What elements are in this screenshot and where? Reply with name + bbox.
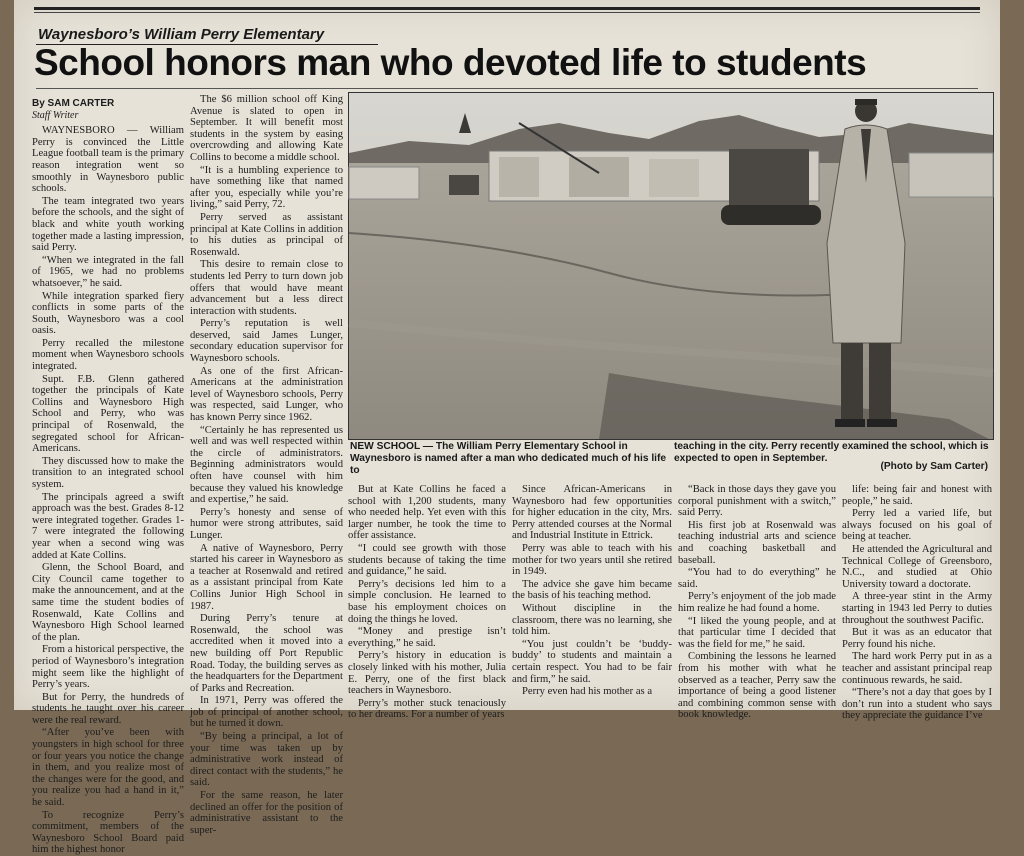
article-paragraph: Perry’s decisions led him to a simple conclusion. He learned to base his employment choices on doing the things he loved. <box>348 578 506 625</box>
newspaper-page <box>14 0 1000 856</box>
column-4 <box>512 484 672 710</box>
article-paragraph: Since African-Americans in Waynesboro had few opportunities for higher education in the city, Mrs. Perry attended courses at the Normal and Industrial Institute in Ettrick. <box>512 484 672 542</box>
article-paragraph: “You had to do everything” he said. <box>678 567 836 590</box>
photo-construction-site <box>348 92 994 440</box>
article-paragraph: His first job at Rosenwald was teaching industrial arts and science and coaching basketball and baseball. <box>678 519 836 566</box>
column-1 <box>32 94 184 856</box>
article-paragraph: Without discipline in the classroom, there was no learning, she told him. <box>512 602 672 638</box>
article-paragraph: Perry’s mother stuck tenaciously to her dreams. For a number of years <box>348 697 506 721</box>
article-paragraph: Combining the lessons he learned from his mother with what he observed as a teacher, Perry saw the importance of being a good listener and combining common sense with book knowledge. <box>678 651 836 721</box>
article-paragraph: For the same reason, he later declined an offer for the position of administrative assistant to the super- <box>190 790 343 836</box>
article-paragraph: While integration sparked fiery conflicts in some parts of the South, Waynesboro was a cool oasis. <box>32 290 184 337</box>
article-paragraph: But at Kate Collins he faced a school with 1,200 students, many who needed help. Yet even with this larger number, he took the time to offer assistance. <box>348 484 506 542</box>
photo-credit: (Photo by Sam Carter) <box>880 461 988 472</box>
article-paragraph: Perry’s history in education is closely linked with his mother, Julia E. Perry, one of the first black teachers in Waynesboro. <box>348 650 506 697</box>
article-paragraph: A native of Waynesboro, Perry started his career in Waynesboro as a teacher at Rosenwald and retired as a assistant principal from Kate Collins Junior High School in 1987. <box>190 542 343 612</box>
article-paragraph: life: being fair and honest with people,” he said. <box>842 484 992 507</box>
column-3 <box>348 484 506 721</box>
byline: By SAM CARTER <box>32 98 115 109</box>
article-paragraph: “It is a humbling experience to have something like that named after you, especially while you’re living,” said Perry, 72. <box>190 164 343 211</box>
article-paragraph: Perry led a varied life, but always focused on his goal of being at teacher. <box>842 508 992 543</box>
caption-text-left: The William Perry Elementary School in Waynesboro is named after a man who dedicated much of his life to <box>350 441 667 476</box>
column-2 <box>190 94 343 836</box>
top-rule <box>34 7 980 10</box>
article-paragraph: WAYNESBORO — William Perry is convinced the Little League football team is the primary reason integration went so smoothly in Waynesboro public schools. <box>32 125 184 195</box>
article-paragraph: “There’s not a day that goes by I don’t run into a student who says they appreciate the guidance I’ve <box>842 687 992 722</box>
article-paragraph: “I liked the young people, and at that particular time I decided that was the field for me,” he said. <box>678 615 836 650</box>
caption-left <box>350 441 670 477</box>
column-4-text <box>512 484 672 698</box>
article-paragraph: Perry was able to teach with his mother for two years until she retired in 1949. <box>512 542 672 578</box>
article-paragraph: “I could see growth with those students because of taking the time and guidance,” he said. <box>348 542 506 578</box>
column-5 <box>678 484 836 721</box>
article-paragraph: “After you’ve been with youngsters in high school for three or four years you notice the change in them, and you realize most of the changes were for the good, and you realize you had a hand in it,” he said. <box>32 727 184 809</box>
article-paragraph: But it was as an educator that Perry found his niche. <box>842 627 992 650</box>
caption-right <box>674 441 992 472</box>
article-paragraph: “By being a principal, a lot of your time was taken up by administrative work instead of direct contact with the students,” he said. <box>190 731 343 789</box>
caption-lead: NEW SCHOOL — <box>350 441 436 452</box>
article-paragraph: “Certainly he has represented us well and was well respected within the circle of administrators. Beginning administrators would often have counsel with him because they valued his knowledge and expertise,” he said. <box>190 424 343 506</box>
article-paragraph: Perry’s honesty and sense of humor were strong attributes, said Lunger. <box>190 506 343 541</box>
article-paragraph: The principals agreed a swift approach was the best. Grades 8-12 were integrated together. Grades 1-7 were integrated the following year when a second wing was added at Kate Collins. <box>32 491 184 561</box>
top-rule-thin <box>34 12 980 13</box>
photo-illustration <box>349 93 993 439</box>
article-paragraph: The $6 million school off King Avenue is slated to open in September. It will benefit most students in the system by easing overcrowding and allowing Kate Collins to become a middle school. <box>190 94 343 163</box>
article-paragraph: But for Perry, the hundreds of students he taught over his career were the real reward. <box>32 691 184 726</box>
column-3-text <box>348 484 506 721</box>
article-paragraph: He attended the Agricultural and Technical College of Greensboro, N.C., and studied at Ohio University toward a doctorate. <box>842 543 992 590</box>
article-paragraph: As one of the first African-Americans at the administration level of Waynesboro schools, Perry was respected, said Lunger, who has known Perry since 1962. <box>190 365 343 424</box>
headline: School honors man who devoted life to students <box>34 42 867 83</box>
article-paragraph: To recognize Perry’s commitment, members of the Waynesboro School Board paid him the highest honor <box>32 809 184 856</box>
kicker: Waynesboro’s William Perry Elementary <box>38 26 325 43</box>
article-paragraph: “When we integrated in the fall of 1965, we had no problems whatsoever,” he said. <box>32 254 184 289</box>
article-paragraph: Perry even had his mother as a <box>522 686 653 698</box>
article-paragraph: The hard work Perry put in as a teacher and assistant principal reap continuous rewards, he said. <box>842 651 992 686</box>
caption-text-right: teaching in the city. Perry recently examined the school, which is expected to open in September. <box>674 441 989 464</box>
article-paragraph: Perry served as assistant principal at Kate Collins in addition to his duties as principal of Rosenwald. <box>190 211 343 258</box>
column-1-text <box>32 125 184 856</box>
article-paragraph: During Perry’s tenure at Rosenwald, the school was accredited when it moved into a new building off Port Republic Road. Today, the building serves as the headquarters for the Department of Parks and Recreation. <box>190 613 343 694</box>
column-6 <box>842 484 992 722</box>
article-paragraph: From a historical perspective, the period of Waynesboro’s integration might seem like the highlight of Perry’s years. <box>32 644 184 691</box>
article-paragraph: The advice she gave him became the basis of his teaching method. <box>512 578 672 602</box>
headline-rule <box>36 88 978 89</box>
column-5-text <box>678 484 836 721</box>
article-paragraph: Perry’s enjoyment of the job made him realize he had found a home. <box>678 591 836 614</box>
article-paragraph: Supt. F.B. Glenn gathered together the principals of Kate Collins and Waynesboro High School and Perry, who was principal of Rosenwald, the segregated school for African-Americans. <box>32 373 184 455</box>
article-paragraph: Perry recalled the milestone moment when Waynesboro schools integrated. <box>32 337 184 373</box>
article-paragraph: “Back in those days they gave you corporal punishment with a switch,” said Perry. <box>678 484 836 519</box>
column-6-text <box>842 484 992 722</box>
photo-caption <box>350 441 992 479</box>
article-paragraph: Perry’s reputation is well deserved, said James Lunger, secondary education supervisor for Waynesboro schools. <box>190 318 343 365</box>
article-paragraph: In 1971, Perry was offered the job of principal of another school, but he turned it down. <box>190 695 343 730</box>
article-paragraph: “Money and prestige isn’t everything,” he said. <box>348 626 506 649</box>
article-paragraph: The team integrated two years before the schools, and the sight of black and white youth working together made a lasting impression, said Perry. <box>32 195 184 254</box>
column-2-text <box>190 94 343 836</box>
article-paragraph: They discussed how to make the transition to an integrated school system. <box>32 455 184 490</box>
staff-writer: Staff Writer <box>32 109 79 121</box>
article-paragraph: This desire to remain close to students led Perry to turn down job offers that would have meant advancement but a less direct interaction with students. <box>190 259 343 317</box>
article-paragraph: A three-year stint in the Army starting in 1943 led Perry to duties throughout the southwest Pacific. <box>842 591 992 626</box>
article-paragraph: Glenn, the School Board, and City Council came together to make the announcement, and at the same time the student bodies of Rosenwald, Kate Collins and Waynesboro High School learned of the plan. <box>32 562 184 643</box>
article-paragraph: “You just couldn’t be ‘buddy-buddy’ to students and maintain a certain respect. You had to be fair and firm,” he said. <box>512 638 672 685</box>
